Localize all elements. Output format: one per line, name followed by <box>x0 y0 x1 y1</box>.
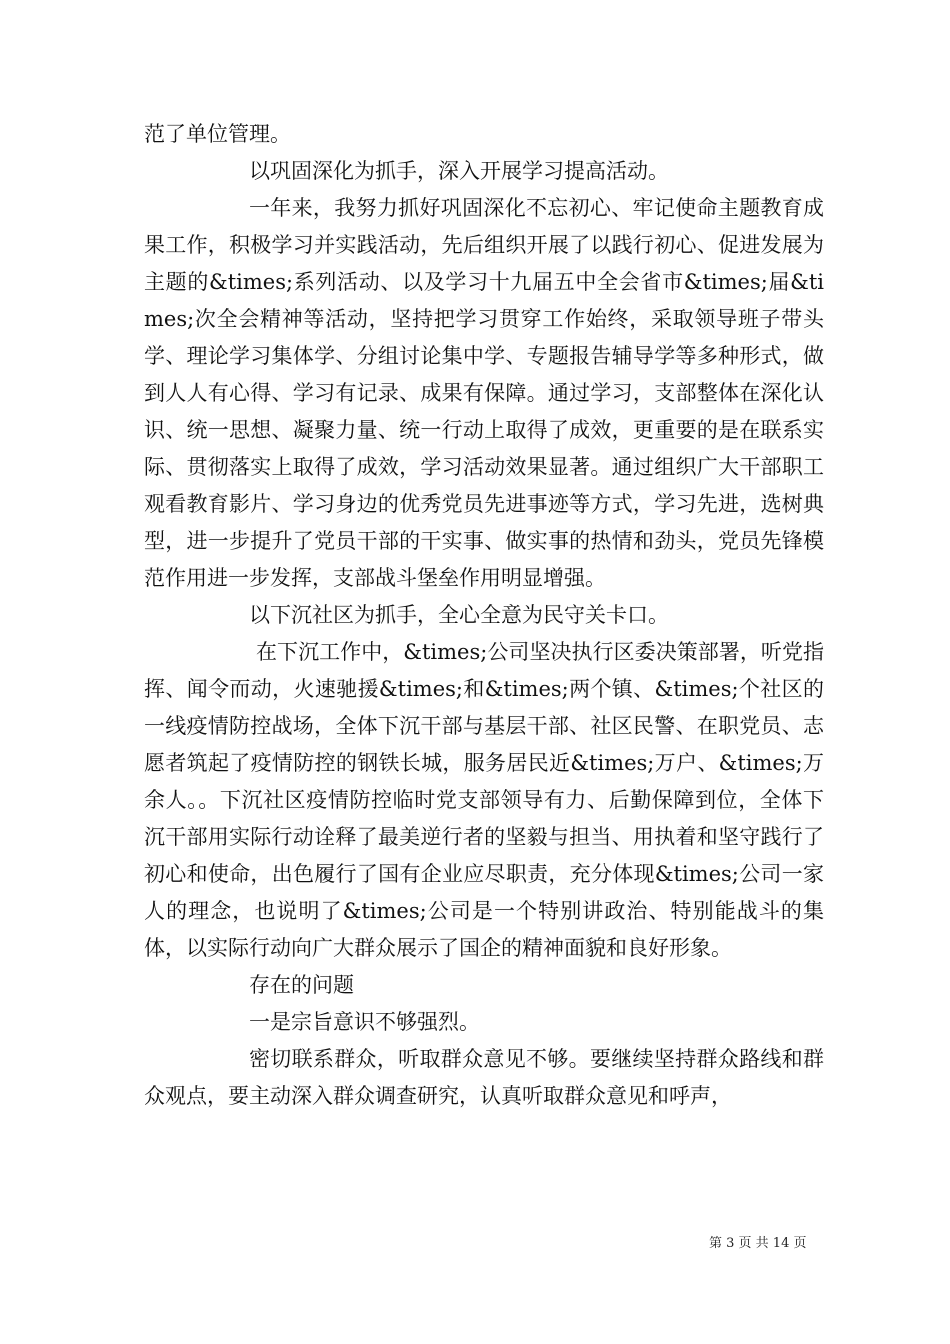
body-text <box>144 116 824 1115</box>
paragraph-problem-one: 一是宗旨意识不够强烈。 <box>249 1010 480 1034</box>
page-number: 第 3 页 共 14 页 <box>709 1236 807 1251</box>
paragraph-problem-details: 密切联系群众，听取群众意见不够。要继续坚持群众路线和群众观点，要主动深入群众调查研究，认真听取群众意见和呼声， <box>144 1047 824 1108</box>
paragraph-heading-study: 以巩固深化为抓手，深入开展学习提高活动。 <box>249 159 669 183</box>
paragraph-continuation: 范了单位管理。 <box>144 122 291 146</box>
paragraph-heading-community: 以下沉社区为抓手，全心全意为民守关卡口。 <box>249 603 669 627</box>
paragraph-heading-problems: 存在的问题 <box>249 973 354 997</box>
paragraph-study-details: 一年来，我努力抓好巩固深化不忘初心、牢记使命主题教育成果工作，积极学习并实践活动，先后组织开展了以践行初心、促进发展为主题的&times;系列活动、以及学习十九届五中全会省市&times;届&times;次全会精神等活动，坚持把学习贯穿工作始终，采取领导班子带头学、理论学习集体学、分组讨论集中学、专题报告辅导学等多种形式，做到人人有心得、学习有记录、成果有保障。通过学习，支部整体在深化认识、统一思想、凝聚力量、统一行动上取得了成效，更重要的是在联系实际、贯彻落实上取得了成效，学习活动效果显著。通过组织广大干部职工观看教育影片、学习身边的优秀党员先进事迹等方式，学习先进，选树典型，进一步提升了党员干部的干实事、做实事的热情和劲头，党员先锋模范作用进一步发挥，支部战斗堡垒作用明显增强。 <box>144 196 824 590</box>
paragraph-community-details: 在下沉工作中，&times;公司坚决执行区委决策部署，听党指挥、闻令而动，火速驰援&times;和&times;两个镇、&times;个社区的一线疫情防控战场，全体下沉干部与基层干部、社区民警、在职党员、志愿者筑起了疫情防控的钢铁长城，服务居民近&times;万户、&times;万余人。。下沉社区疫情防控临时党支部领导有力、后勤保障到位，全体下沉干部用实际行动诠释了最美逆行者的坚毅与担当、用执着和坚守践行了初心和使命，出色履行了国有企业应尽职责，充分体现&times;公司一家人的理念，也说明了&times;公司是一个特别讲政治、特别能战斗的集体，以实际行动向广大群众展示了国企的精神面貌和良好形象。 <box>144 640 824 960</box>
